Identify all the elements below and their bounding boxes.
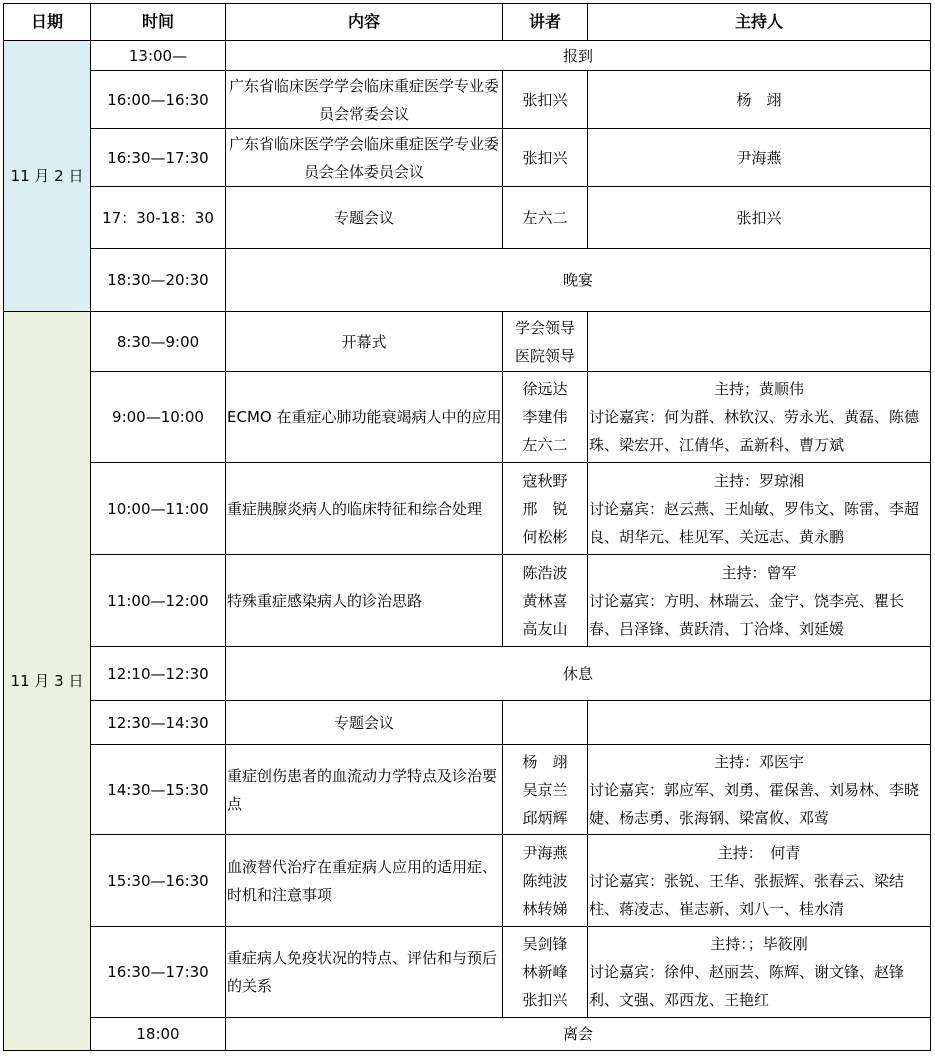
speaker-name: 徐远达 [522,380,568,398]
discussion-guests: 讨论嘉宾：赵云燕、王灿敏、罗伟文、陈雷、李超良、胡华元、桂见军、关远志、黄永鹏 [589,499,920,546]
discussion-guests: 讨论嘉宾：何为群、林钦汉、劳永光、黄磊、陈德珠、梁宏开、江倩华、孟新科、曹万斌 [589,408,920,454]
time-cell: 17：30-18：30 [91,187,226,249]
time-cell: 13:00— [91,41,226,71]
time-cell: 16:30—17:30 [91,129,226,187]
discussion-guests: 讨论嘉宾：张锐、王华、张振辉、张春云、梁结柱、蒋凌志、崔志新、刘八一、桂水清 [589,871,905,918]
table-row [4,187,931,249]
speaker-name: 邱炳辉 [522,808,568,827]
time-cell: 18:30—20:30 [91,249,226,312]
speaker-cell [503,372,588,463]
speaker-name: 林新峰 [522,963,568,981]
speaker-name: 陈纯波 [522,871,568,890]
speaker-name: 林转娣 [522,899,568,918]
content-cell: 专题会议 [226,187,503,249]
content-cell: 开幕式 [226,312,503,372]
speaker-name: 左六二 [522,436,568,454]
speaker-cell: 张扣兴 [503,71,588,129]
host-cell: 杨 翊 [588,71,931,129]
header-speaker: 讲者 [503,4,588,41]
host-cell [588,463,931,555]
table-row [4,249,931,312]
host-cell [588,927,931,1018]
time-cell: 10:00—11:00 [91,463,226,555]
table-row [4,372,931,463]
header-row [4,4,931,41]
speaker-name: 杨 翊 [522,752,568,771]
content-cell: 离会 [226,1018,931,1051]
schedule-table [3,3,931,1051]
content-cell: 广东省临床医学学会临床重症医学专业委员会常委会议 [226,71,503,129]
speaker-name: 高友山 [522,619,568,638]
time-cell: 15:30—16:30 [91,835,226,927]
host-cell [588,555,931,647]
table-row [4,463,931,555]
moderator: 主持：；毕筱刚 [710,935,808,953]
content-cell: ECMO 在重症心肺功能衰竭病人中的应用 [226,372,503,463]
speaker-name: 尹海燕 [522,843,568,862]
header-date: 日期 [4,4,91,41]
table-row [4,41,931,71]
speaker-cell [503,927,588,1018]
host-cell [588,745,931,835]
speaker-name: 寇秋野 [522,471,568,490]
table-row [4,71,931,129]
discussion-guests: 讨论嘉宾：徐仲、赵丽芸、陈辉、谢文锋、赵锋利、文强、邓西龙、王艳红 [589,963,905,1009]
host-cell: 尹海燕 [588,129,931,187]
time-cell: 8:30—9:00 [91,312,226,372]
speaker-cell [503,312,588,372]
content-cell: 报到 [226,41,931,71]
time-cell: 16:30—17:30 [91,927,226,1018]
table-row [4,129,931,187]
content-cell: 专题会议 [226,701,503,745]
header-content: 内容 [226,4,503,41]
speaker-name: 吴京兰 [522,780,568,799]
moderator: 主持：罗琼湘 [713,471,804,490]
speaker-name: 邢 锐 [522,499,568,518]
table-row [4,835,931,927]
header-host: 主持人 [588,4,931,41]
discussion-guests: 讨论嘉宾：方明、林瑞云、金宁、饶李亮、瞿长春、吕泽锋、黄跃清、丁洽烽、刘延媛 [589,591,905,638]
content-cell: 特殊重症感染病人的诊治思路 [226,555,503,647]
speaker-name: 医院领导 [514,346,575,365]
content-cell: 休息 [226,647,931,701]
time-cell: 16:00—16:30 [91,71,226,129]
speaker-name: 学会领导 [514,318,575,337]
time-cell: 14:30—15:30 [91,745,226,835]
content-cell: 广东省临床医学学会临床重症医学专业委员会全体委员会议 [226,129,503,187]
speaker-name: 李建伟 [522,408,568,426]
moderator: 主持：邓医宇 [713,752,804,771]
table-row [4,312,931,372]
table-row [4,647,931,701]
speaker-name: 陈浩波 [522,563,568,582]
time-cell: 12:30—14:30 [91,701,226,745]
table-row [4,745,931,835]
speaker-name: 张扣兴 [522,991,568,1009]
speaker-cell [503,745,588,835]
moderator: 主持：曾军 [721,563,797,582]
table-row [4,927,931,1018]
moderator: 主持： 何青 [717,843,801,862]
speaker-cell [503,555,588,647]
speaker-name: 何松彬 [522,527,568,546]
speaker-name: 黄林喜 [522,591,568,610]
host-cell [588,312,931,372]
speaker-cell [503,463,588,555]
discussion-guests: 讨论嘉宾：郭应军、刘勇、霍保善、刘易林、李晓婕、杨志勇、张海钢、梁富攸、邓莺 [589,780,920,827]
table-row [4,1018,931,1051]
content-cell: 晚宴 [226,249,931,312]
host-cell [588,701,931,745]
host-cell [588,835,931,927]
time-cell: 12:10—12:30 [91,647,226,701]
content-cell: 血液替代治疗在重症病人应用的适用症、时机和注意事项 [226,835,503,927]
table-row [4,555,931,647]
time-cell: 18:00 [91,1018,226,1051]
time-cell: 11:00—12:00 [91,555,226,647]
speaker-cell [503,701,588,745]
content-cell: 重症创伤患者的血流动力学特点及诊治要点 [226,745,503,835]
content-cell: 重症胰腺炎病人的临床特征和综合处理 [226,463,503,555]
host-cell: 张扣兴 [588,187,931,249]
speaker-cell: 张扣兴 [503,129,588,187]
speaker-cell: 左六二 [503,187,588,249]
date-cell: 11 月 2 日 [4,41,91,312]
date-cell: 11 月 3 日 [4,312,91,1051]
table-row [4,701,931,745]
content-cell: 重症病人免疫状况的特点、评估和与预后的关系 [226,927,503,1018]
moderator: 主持；黄顺伟 [713,380,804,398]
speaker-name: 吴剑锋 [522,935,568,953]
time-cell: 9:00—10:00 [91,372,226,463]
header-time: 时间 [91,4,226,41]
speaker-cell [503,835,588,927]
host-cell [588,372,931,463]
